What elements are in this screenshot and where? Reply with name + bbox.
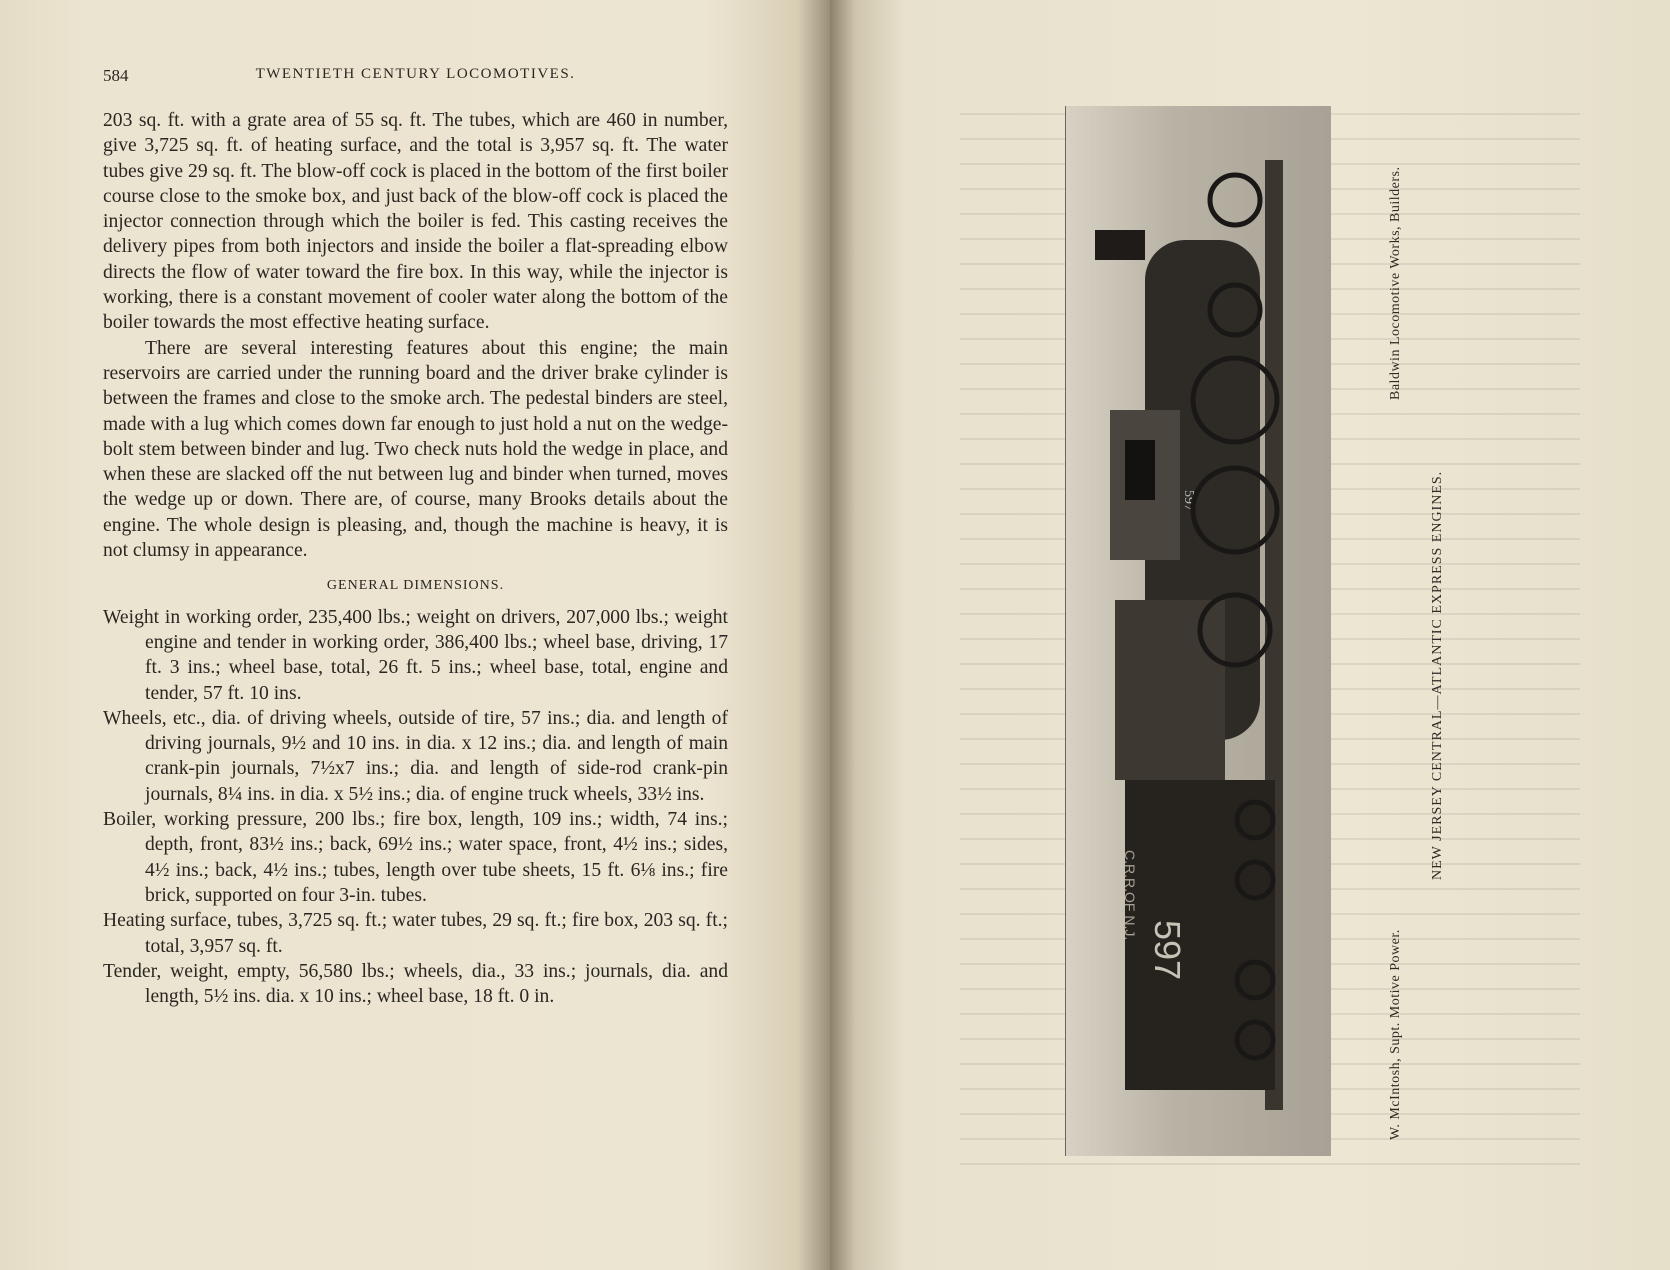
paragraph: 203 sq. ft. with a grate area of 55 sq. ft. The tubes, which are 460 in number, give 3,725 sq. ft. of heating surface, and the total is 3,957 sq. ft. The water tubes give 29 sq. ft. The blow-off cock is placed in the bottom of the first boiler course close to the smoke box, and just back of the blow-off cock is placed the injector connection through which the boiler is fed. This casting receives the delivery pipes from both injectors and inside the boiler a flat-spreading elbow directs the flow of water toward the fire box. In this way, while the injector is working, there is a constant movement of cooler water along the bottom of the boiler towards the most effective heating surface. xyxy=(103,110,728,334)
page-number: 584 xyxy=(103,66,129,85)
cab-number: 597 xyxy=(1181,490,1196,511)
body-text xyxy=(103,108,728,1009)
tender-lettering: C.R.R.OF N.J. xyxy=(1122,850,1138,941)
plate-caption-supt: W. McIntosh, Supt. Motive Power. xyxy=(1388,929,1403,1140)
dimension-entry: Heating surface, tubes, 3,725 sq. ft.; water tubes, 29 sq. ft.; fire box, 203 sq. ft.; total, 3,957 sq. ft. xyxy=(103,910,728,957)
left-page xyxy=(0,0,830,1270)
dimension-entry: Wheels, etc., dia. of driving wheels, outside of tire, 57 ins.; dia. and length of driving journals, 9½ and 10 ins. in dia. x 12 ins.; dia. and length of main crank-pin journals, 7½x7 ins.; dia. and length of side-rod crank-pin journals, 8¼ ins. in dia. x 5½ ins.; dia. of engine truck wheels, 33½ ins. xyxy=(103,707,728,805)
dimension-entry: Boiler, working pressure, 200 lbs.; fire box, length, 109 ins.; width, 74 ins.; depth, front, 83½ ins.; back, 69½ ins.; water space, front, 4½ ins.; sides, 4½ ins.; back, 4½ ins.; tubes, length over tube sheets, 15 ft. 6⅛ ins.; fire brick, supported on four 3-in. tubes. xyxy=(103,809,728,906)
dimension-entry: Weight in working order, 235,400 lbs.; weight on drivers, 207,000 lbs.; weight engine and tender in working order, 386,400 lbs.; wheel base, driving, 17 ft. 3 ins.; wheel base, total, 26 ft. 5 ins.; wheel base, total, engine and tender, 57 ft. 10 ins. xyxy=(103,606,728,704)
tender-number: 597 xyxy=(1147,920,1188,981)
page-header xyxy=(103,66,728,90)
locomotive-illustration xyxy=(1085,160,1305,1110)
running-head: TWENTIETH CENTURY LOCOMOTIVES. xyxy=(255,66,576,82)
paragraph: There are several interesting features about this engine; the main reservoirs are carried under the running board and the driver brake cylinder is between the frames and close to the smoke arch. The pedestal binders are steel, made with a lug which comes down far enough to just hold a nut on the wedge-bolt stem between binder and lug. Two check nuts hold the wedge in place, and when these are slacked off the nut between lug and binder when turned, moves the wedge up or down. There are, of course, many Brooks details about the engine. The whole design is pleasing, and, though the machine is heavy, it is not clumsy in appearance. xyxy=(103,337,728,562)
dimension-entry: Tender, weight, empty, 56,580 lbs.; wheels, dia., 33 ins.; journals, dia. and length, 5½ ins. dia. x 10 ins.; wheel base, 18 ft. 0 in. xyxy=(103,960,728,1008)
plate-caption-title: NEW JERSEY CENTRAL—ATLANTIC EXPRESS ENGINES. xyxy=(1430,470,1445,880)
plate-caption-builder: Baldwin Locomotive Works, Builders. xyxy=(1388,166,1403,400)
section-title: GENERAL DIMENSIONS. xyxy=(326,578,505,594)
